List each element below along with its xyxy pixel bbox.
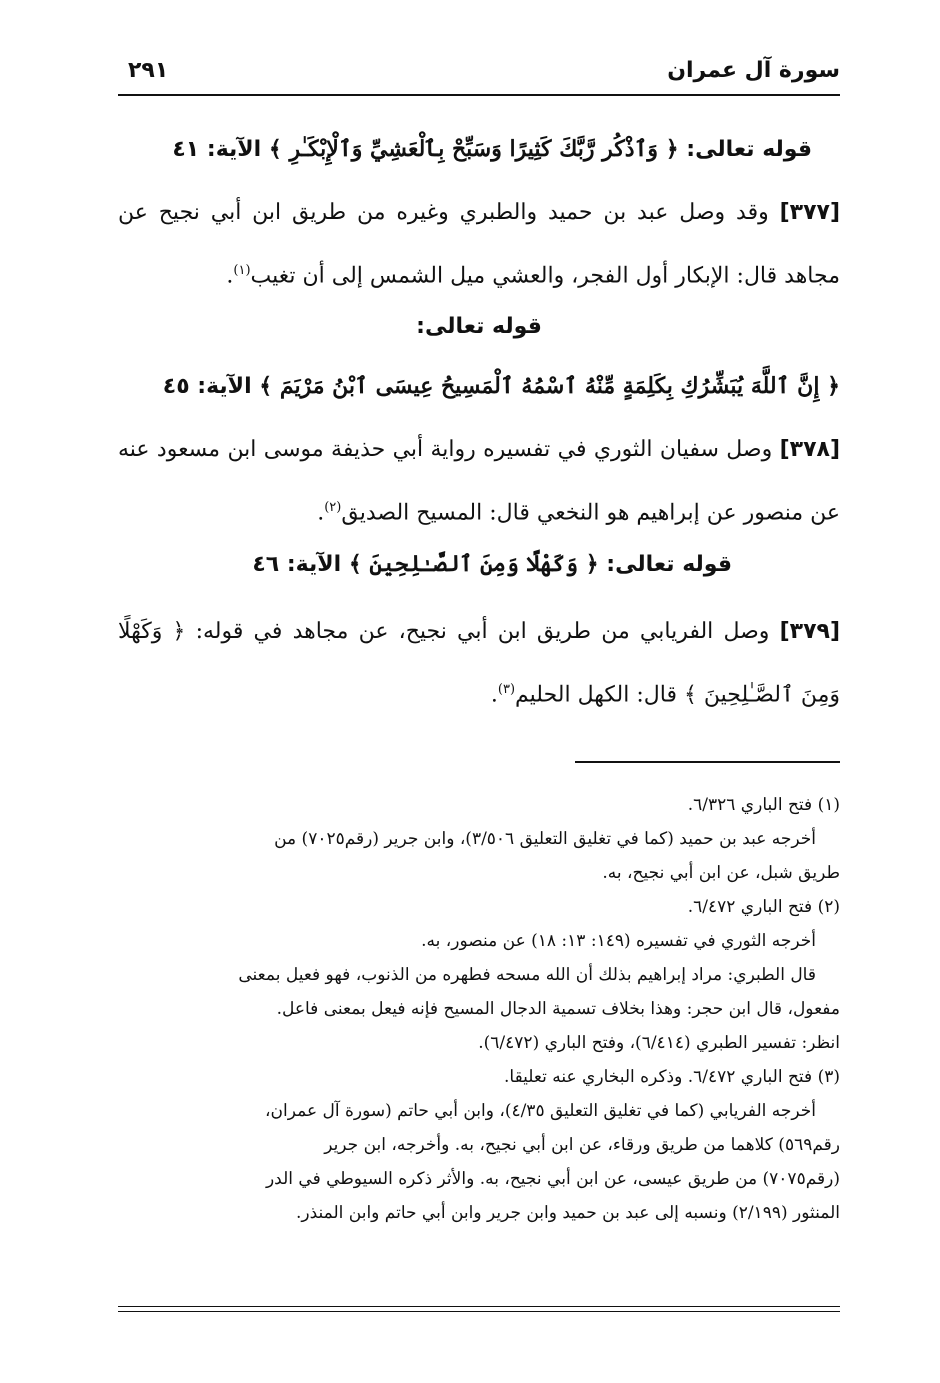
footnote-ref: (٢) <box>324 500 342 515</box>
quran-verse: ﴿ وَٱذْكُر رَّبَّكَ كَثِيرًا وَسَبِّحْ بِٱلْعَشِيِّ وَٱلْإِبْكَـٰرِ ﴾ <box>268 136 679 162</box>
footnote-3: (٣) فتح الباري ٦/٤٧٢. وذكره البخاري عنه تعليقا. <box>503 1067 840 1087</box>
narration-text: وقد وصل عبد بن حميد والطبري وغيره من طريق ابن أبي نجيح عن مجاهد قال: الإبكار أول الفجر، والعشي ميل الشمس إلى أن تغيب <box>118 200 840 289</box>
surah-title: سورة آل عمران <box>667 58 840 83</box>
narration-377: [٣٧٧] وقد وصل عبد بن حميد والطبري وغيره من طريق ابن أبي نجيح عن مجاهد قال: الإبكار أول الفجر، والعشي ميل الشمس إلى أن تغيب$^{(١)}$. <box>118 200 840 289</box>
page-header <box>118 58 840 96</box>
footnote-3-line: رقم٥٦٩) كلاهما من طريق ورقاء، عن ابن أبي نجيح، به. وأخرجه، ابن جرير <box>324 1135 840 1155</box>
footnote-3-line: أخرجه الفريابي (كما في تغليق التعليق ٤/٣٥)، وابن أبي حاتم (سورة آل عمران، <box>265 1101 816 1121</box>
narration-text: وصل الفريابي من طريق ابن أبي نجيح، عن مجاهد في قوله: <box>195 619 770 644</box>
verse-heading-45 <box>163 373 840 399</box>
footnotes <box>118 788 840 1230</box>
footnote-3-line: (رقم٧٠٧٥) من طريق عيسى، عن ابن أبي نجيح، به. والأثر ذكره السيوطي في الدر <box>265 1169 840 1189</box>
verse-number-label: الآية: ٤٥ <box>162 374 252 399</box>
footnote-ref: (٣) <box>497 682 516 697</box>
quran-verse: ﴿ وَكَهْلًا وَمِنَ ٱلصَّـٰلِحِينَ ﴾ <box>348 551 599 577</box>
bottom-rule <box>118 1306 840 1307</box>
narration-text: قال: الكهل الحليم <box>515 682 677 708</box>
narration-number: [٣٧٨] <box>779 437 841 462</box>
quran-verse: ﴿ إِنَّ ٱللَّهَ يُبَشِّرُكِ بِكَلِمَةٍ مِّنْهُ ٱسْمُهُ ٱلْمَسِيحُ عِيسَى ٱبْنُ مَرْيَمَ ﴾ <box>259 373 840 399</box>
footnote-2-line: قال الطبري: مراد إبراهيم بذلك أن الله مسحه فطهره من الذنوب، فهو فعيل بمعنى <box>238 965 816 985</box>
verse-number-label: الآية: ٤٦ <box>252 552 342 577</box>
footnote-1-line: طريق شبل، عن ابن أبي نجيح، به. <box>602 863 840 883</box>
footnote-1: (١) فتح الباري ٦/٣٢٦. <box>687 795 840 815</box>
verse-heading-46 <box>252 551 732 577</box>
narration-number: [٣٧٧] <box>779 200 840 225</box>
page-number: ٢٩١ <box>128 58 169 83</box>
verse-heading-41 <box>172 136 812 162</box>
footnote-ref: (١) <box>233 263 251 278</box>
section-heading: قوله تعالى: <box>416 314 542 339</box>
footnote-2-line: أخرجه الثوري في تفسيره (١٤٩: ١٣: ١٨) عن منصور، به. <box>421 931 816 951</box>
heading-prefix: قوله تعالى: <box>686 137 812 162</box>
heading-prefix: قوله تعالى: <box>606 552 732 577</box>
quran-verse: ﴿ وَكَهْلًا وَمِنَ ٱلصَّـٰلِحِينَ ﴾ <box>118 619 840 708</box>
bottom-rule <box>118 1311 840 1312</box>
narration-number: [٣٧٩] <box>779 619 840 644</box>
footnote-1-line: أخرجه عبد بن حميد (كما في تغليق التعليق ٣/٥٠٦)، وابن جرير (رقم٧٠٢٥) من <box>274 829 816 849</box>
footnote-2-line: انظر: تفسير الطبري (٦/٤١٤)، وفتح الباري (٦/٤٧٢). <box>478 1033 840 1053</box>
footnote-2-line: مفعول، قال ابن حجر: وهذا بخلاف تسمية الدجال المسيح فإنه فيعل بمعنى فاعل. <box>276 999 840 1019</box>
narration-379: [٣٧٩] وصل الفريابي من طريق ابن أبي نجيح، عن مجاهد في قوله: ﴿ وَكَهْلًا وَمِنَ ٱلصَّـٰلِحِينَ ﴾ قال: الكهل الحليم$^{(٣)}$. <box>118 619 840 708</box>
footnote-2: (٢) فتح الباري ٦/٤٧٢. <box>687 897 840 917</box>
narration-378: [٣٧٨] وصل سفيان الثوري في تفسيره رواية أبي حذيفة موسى ابن مسعود عنه عن منصور عن إبراهيم هو النخعي قال: المسيح الصديق$^{(٢)}$. <box>118 437 841 526</box>
footnote-3-line: المنثور (٢/١٩٩) ونسبه إلى عبد بن حميد وابن جرير وابن أبي حاتم وابن المنذر. <box>295 1203 840 1223</box>
verse-number-label: الآية: ٤١ <box>172 137 262 162</box>
book-page <box>118 58 840 1318</box>
narration-text: وصل سفيان الثوري في تفسيره رواية أبي حذيفة موسى ابن مسعود عنه عن منصور عن إبراهيم هو النخعي قال: المسيح الصديق <box>118 437 840 526</box>
footnote-separator <box>575 761 840 763</box>
